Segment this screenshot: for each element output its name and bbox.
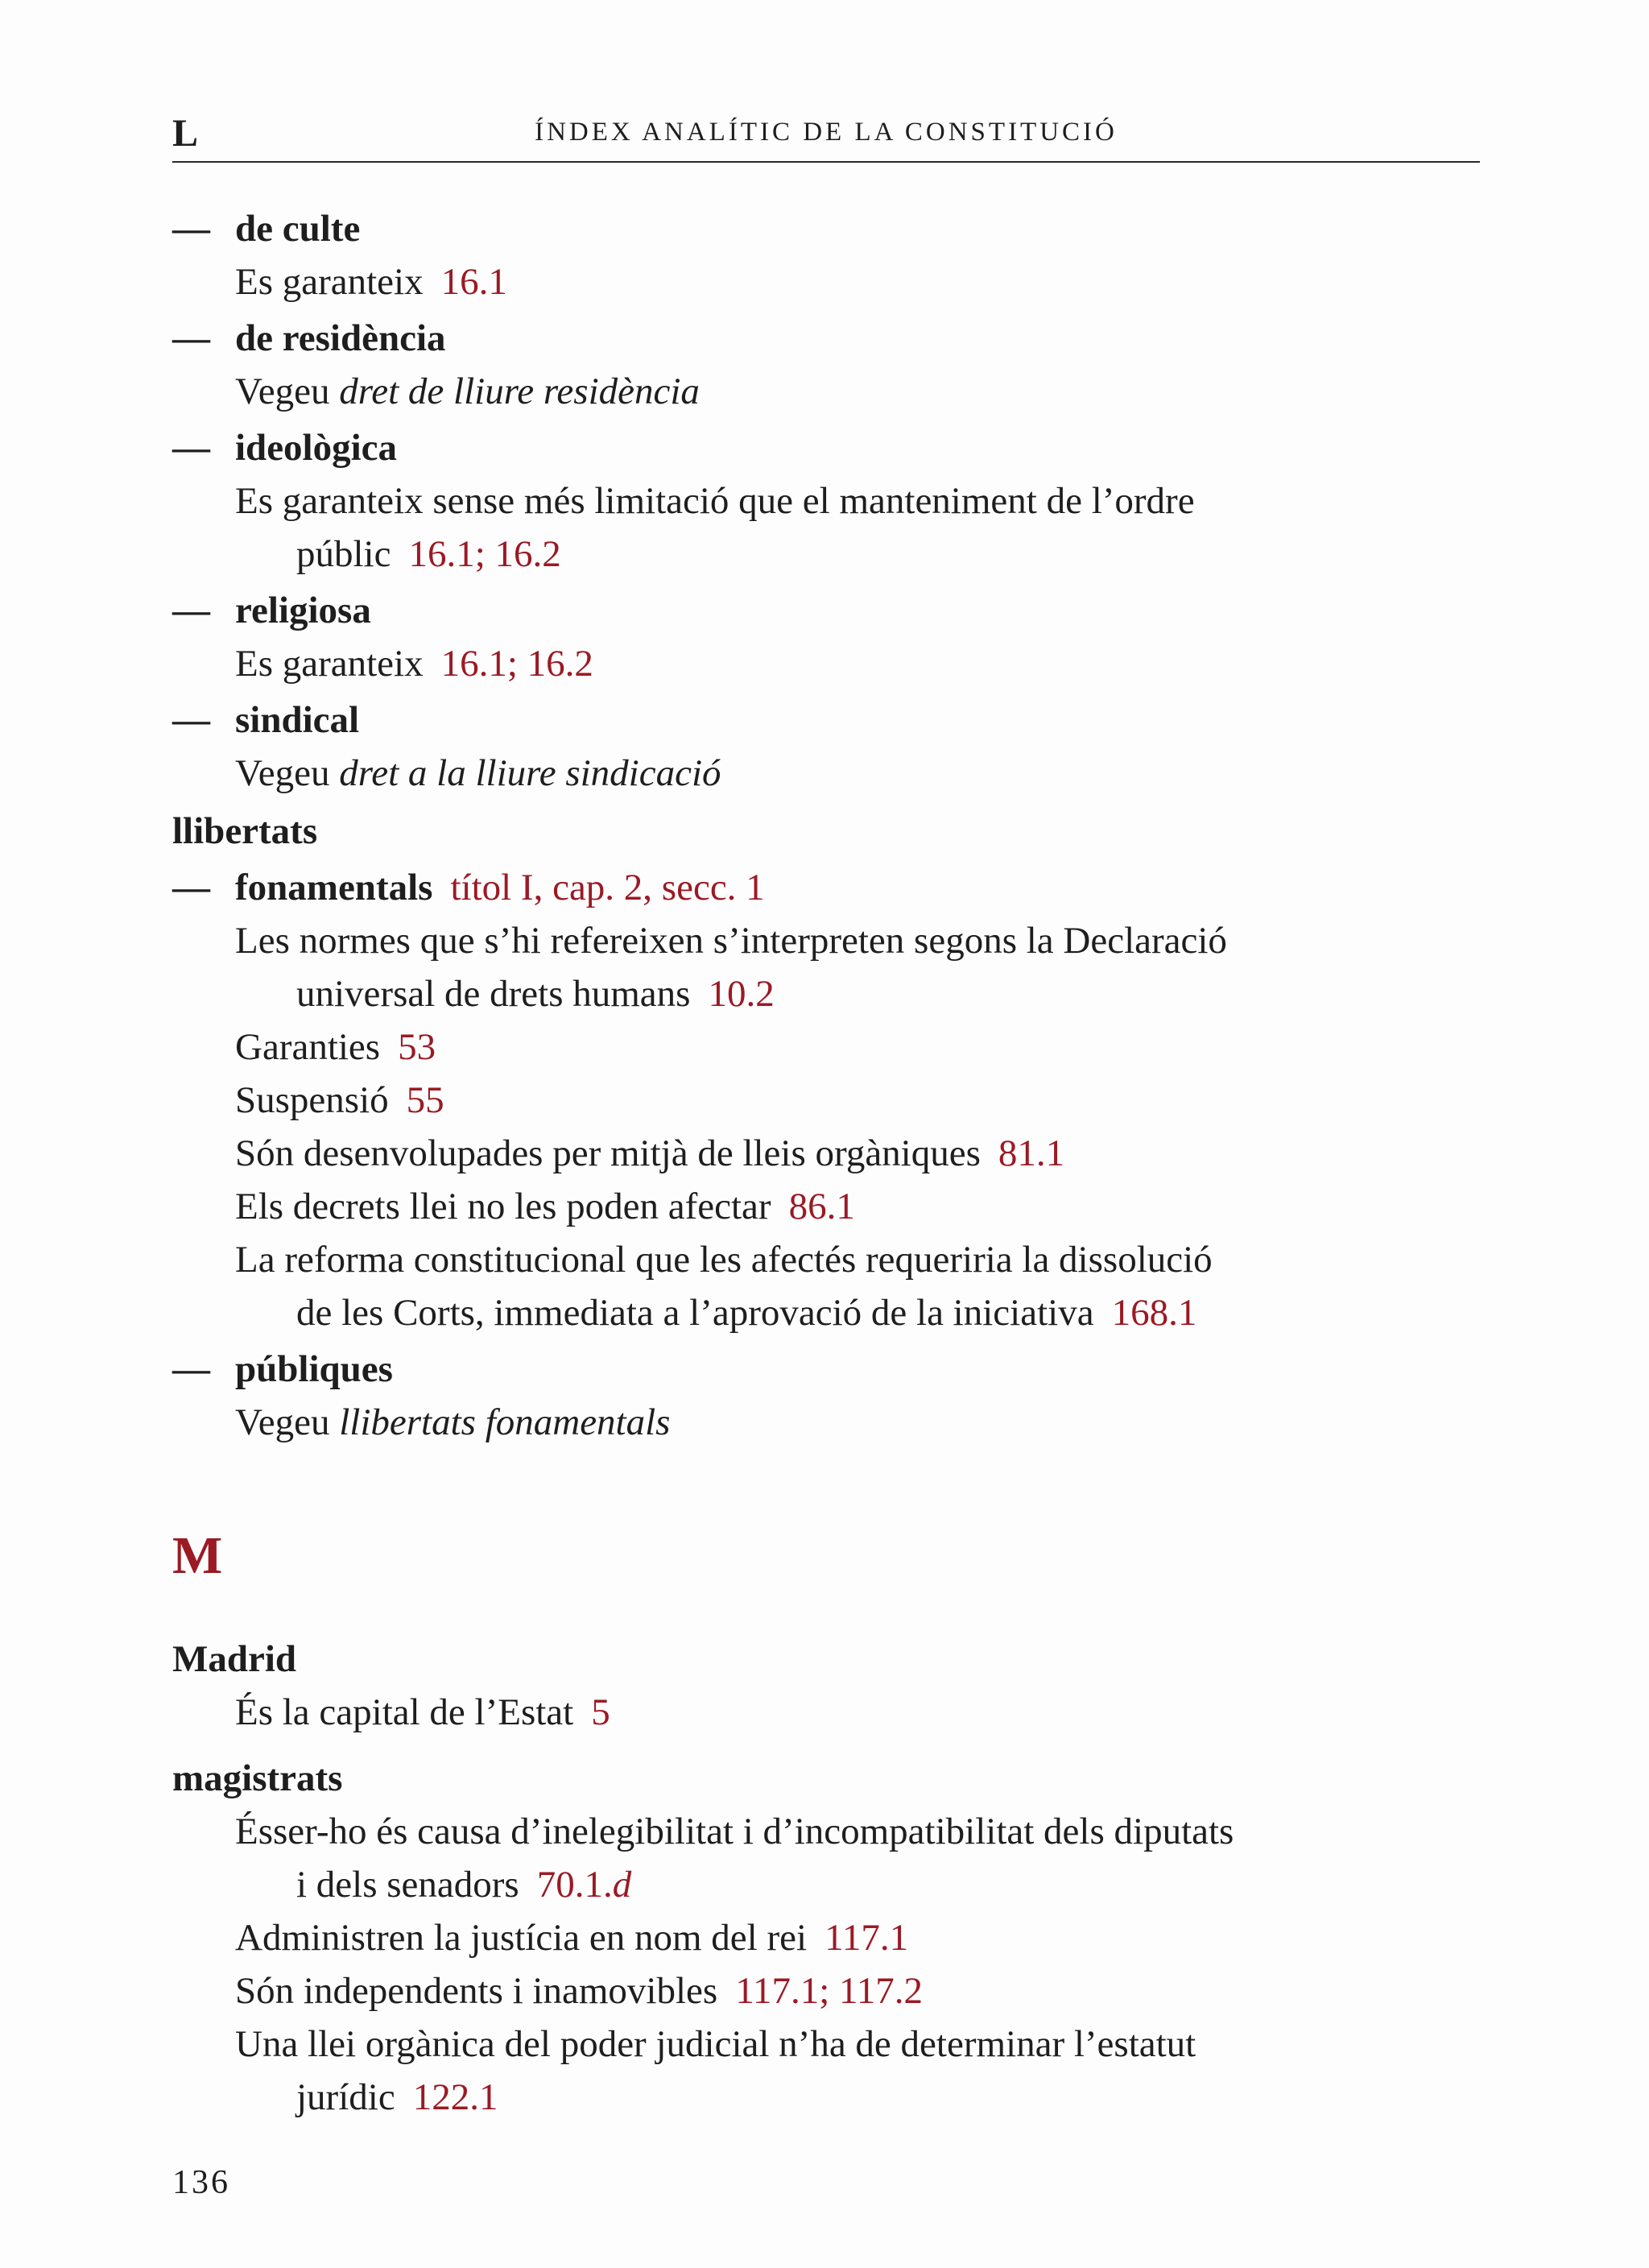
reference: 117.1; 117.2 <box>735 1970 924 2012</box>
index-description <box>172 1807 1234 1856</box>
see-target: dret a la lliure sindicació <box>339 752 721 794</box>
index-description <box>172 2020 1196 2068</box>
description-text: Suspensió <box>235 1079 389 1121</box>
description-text: públic <box>296 533 391 575</box>
reference: 86.1 <box>788 1186 855 1227</box>
index-subentry <box>172 205 360 253</box>
index-entry-heading: llibertats <box>172 810 318 852</box>
running-header <box>172 106 1480 163</box>
reference: 16.1; 16.2 <box>408 533 561 575</box>
index-description-continuation <box>172 1289 1196 1337</box>
em-dash: — <box>172 1348 210 1390</box>
reference: 10.2 <box>708 973 775 1015</box>
description-text: Es garanteix <box>235 261 424 303</box>
index-description <box>172 1182 855 1231</box>
index-description <box>172 1235 1213 1284</box>
em-dash: — <box>172 867 210 908</box>
see-target: llibertats fonamentals <box>339 1401 671 1443</box>
index-subentry <box>172 1345 393 1393</box>
reference-letter: d <box>612 1864 632 1906</box>
subentry-term: de culte <box>235 208 361 250</box>
index-description-continuation <box>172 1860 631 1909</box>
reference: 53 <box>398 1026 436 1068</box>
description-text: Una llei orgànica del poder judicial n’ha de determinar l’estatut <box>235 2023 1196 2065</box>
description-text: És la capital de l’Estat <box>235 1691 574 1733</box>
index-description <box>172 1129 1064 1177</box>
index-description <box>172 1688 610 1736</box>
index-description-continuation <box>172 970 775 1018</box>
header-letter: L <box>172 112 199 155</box>
index-description-continuation <box>172 2073 498 2121</box>
description-text: La reforma constitucional que les afectés requeriria la dissolució <box>235 1239 1213 1281</box>
description-text: Són independents i inamovibles <box>235 1970 718 2012</box>
index-subentry <box>172 314 446 362</box>
index-description <box>172 1967 923 2015</box>
index-description <box>172 477 1195 525</box>
index-description <box>172 258 507 306</box>
reference: 117.1 <box>824 1917 909 1959</box>
description-text: de les Corts, immediata a l’aprovació de la iniciativa <box>296 1292 1094 1334</box>
reference: 16.1 <box>440 261 507 303</box>
see-label: Vegeu <box>235 752 330 794</box>
reference <box>537 1864 632 1906</box>
em-dash: — <box>172 208 210 250</box>
subentry-term: ideològica <box>235 427 398 469</box>
index-see-also <box>172 367 700 416</box>
description-text: i dels senadors <box>296 1864 519 1906</box>
reference: 55 <box>406 1079 444 1121</box>
subentry-term: religiosa <box>235 590 371 631</box>
em-dash: — <box>172 590 210 631</box>
index-description <box>172 1076 444 1124</box>
index-description <box>172 1023 436 1071</box>
index-subentry <box>172 696 359 744</box>
description-text: Es garanteix <box>235 643 424 685</box>
reference: 81.1 <box>998 1132 1065 1174</box>
subentry-term: fonamentals <box>235 867 433 908</box>
see-label: Vegeu <box>235 1401 330 1443</box>
reference-number: 70.1. <box>536 1864 613 1906</box>
description-text: jurídic <box>296 2076 395 2118</box>
see-label: Vegeu <box>235 370 330 412</box>
reference: 16.1; 16.2 <box>440 643 593 685</box>
description-text: Administren la justícia en nom del rei <box>235 1917 808 1959</box>
page-number: 136 <box>172 2164 230 2201</box>
reference: 5 <box>591 1691 610 1733</box>
header-title: ÍNDEX ANALÍTIC DE LA CONSTITUCIÓ <box>535 118 1118 147</box>
em-dash: — <box>172 427 210 469</box>
index-subentry <box>172 586 371 635</box>
see-target: dret de lliure residència <box>339 370 700 412</box>
index-entry-heading: magistrats <box>172 1757 343 1799</box>
description-text: Es garanteix sense més limitació que el manteniment de l’ordre <box>235 480 1195 522</box>
subentry-term: sindical <box>235 699 360 741</box>
subentry-term: públiques <box>235 1348 393 1390</box>
index-see-also <box>172 1398 670 1446</box>
reference: 122.1 <box>412 2076 498 2118</box>
index-description-continuation <box>172 530 561 578</box>
reference: títol I, cap. 2, secc. 1 <box>450 867 765 908</box>
index-subentry <box>172 863 765 912</box>
description-text: Són desenvolupades per mitjà de lleis orgàniques <box>235 1132 981 1174</box>
section-letter: M <box>172 1526 223 1585</box>
description-text: universal de drets humans <box>296 973 691 1015</box>
index-entry-heading: Madrid <box>172 1638 297 1680</box>
index-subentry <box>172 424 397 472</box>
description-text: Les normes que s’hi refereixen s’interpreten segons la Declaració <box>235 920 1227 962</box>
reference: 168.1 <box>1111 1292 1197 1334</box>
index-description <box>172 639 593 688</box>
subentry-term: de residència <box>235 317 446 359</box>
description-text: Ésser-ho és causa d’inelegibilitat i d’incompatibilitat dels diputats <box>235 1811 1234 1852</box>
index-description <box>172 917 1227 965</box>
index-see-also <box>172 749 721 797</box>
em-dash: — <box>172 317 210 359</box>
em-dash: — <box>172 699 210 741</box>
description-text: Garanties <box>235 1026 381 1068</box>
index-description <box>172 1914 908 1962</box>
description-text: Els decrets llei no les poden afectar <box>235 1186 771 1227</box>
